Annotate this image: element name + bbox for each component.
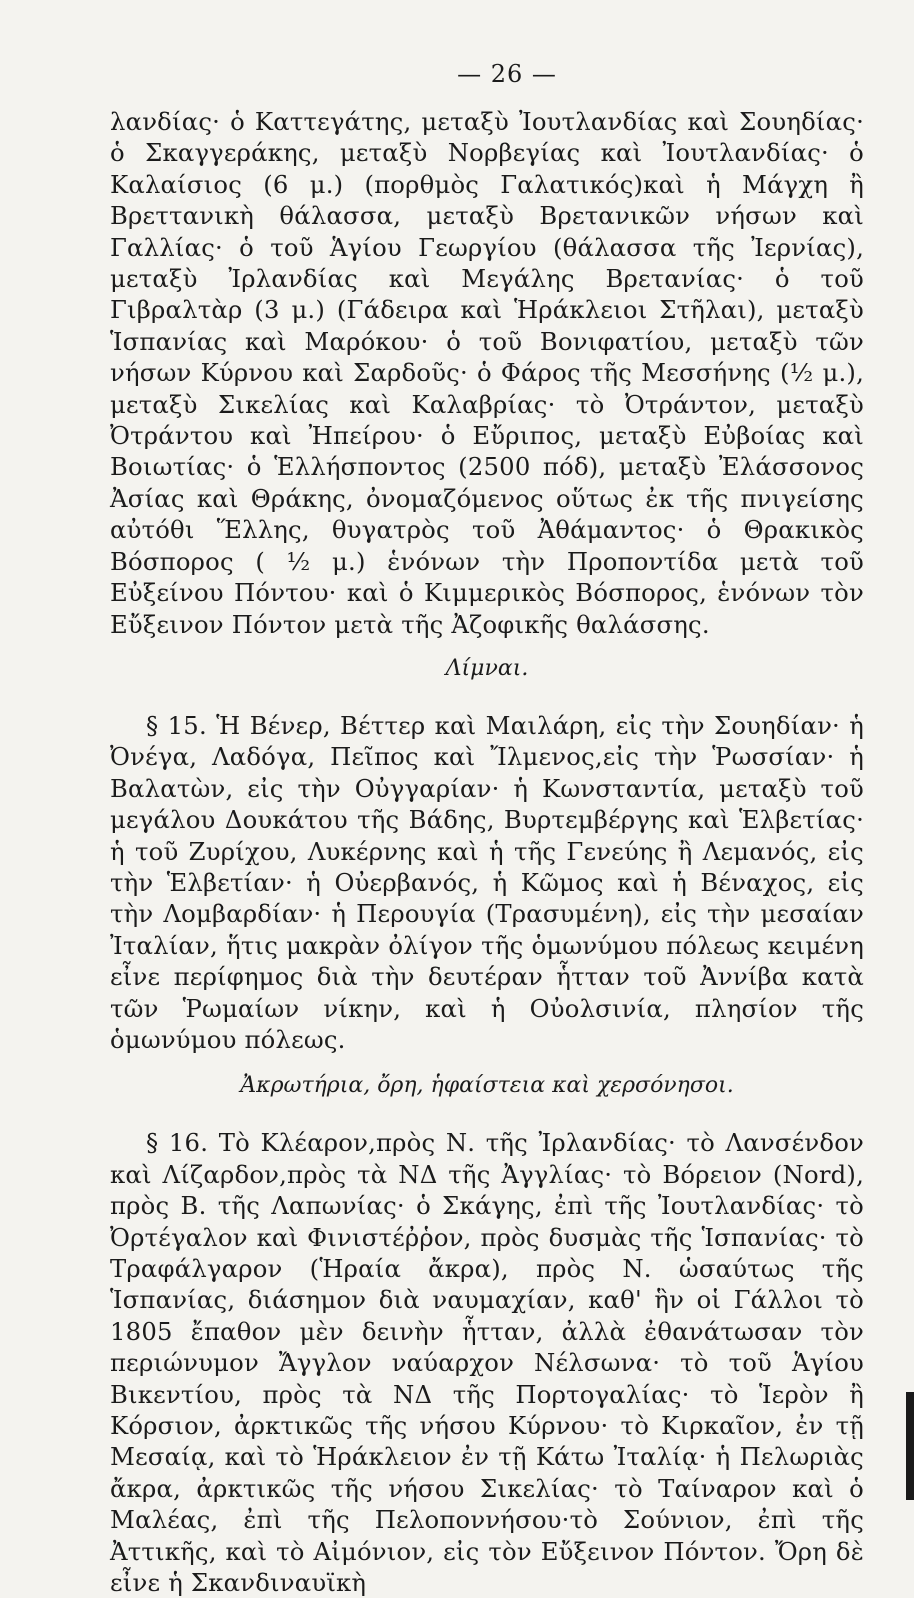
heading-lakes: Λίμναι. [445, 655, 529, 681]
binding-edge-mark [906, 1392, 914, 1500]
page-number: — 26 — [457, 60, 557, 88]
section-number-16: § 16. [146, 1128, 209, 1158]
paragraph-straits: λανδίας· ὁ Καττεγάτης, μεταξὺ Ἰουτλανδίας καὶ Σουηδίας· ὁ Σκαγγεράκης, μεταξὺ Νορβεγίας καὶ Ἰουτλανδίας· ὁ Καλαίσιος (6 μ.) (πορθμὸς Γαλατικός)καὶ ἡ Μάγχη ἢ Βρεττανικὴ θάλασσα, μεταξὺ Βρετανικῶν νήσων καὶ Γαλλίας· ὁ τοῦ Ἁγίου Γεωργίου (θάλασσα τῆς Ἰερνίας), μεταξὺ Ἰρλανδίας καὶ Μεγάλης Βρετανίας· ὁ τοῦ Γιβραλτὰρ (3 μ.) (Γάδειρα καὶ Ἡράκλειοι Στῆλαι), μεταξὺ Ἱσπανίας καὶ Μαρόκου· ὁ τοῦ Βονιφατίου, μεταξὺ τῶν νήσων Κύρνου καὶ Σαρδοῦς· ὁ Φάρος τῆς Μεσσήνης (½ μ.), μεταξὺ Σικελίας καὶ Καλαβρίας· τὸ Ὀτράντον, μεταξὺ Ὀτράντου καὶ Ἠπείρου· ὁ Εὔριπος, μεταξὺ Εὐβοίας καὶ Βοιωτίας· ὁ Ἑλλήσποντος (2500 πόδ), μεταξὺ Ἐλάσσονος Ἀσίας καὶ Θράκης, ὀνομαζόμενος οὕτως ἐκ τῆς πνιγείσης αὐτόθι Ἕλλης, θυγατρὸς τοῦ Ἀθάμαντος· ὁ Θρακικὸς Βόσπορος ( ½ μ.) ἑνόνων τὴν Προποντίδα μετὰ τοῦ Εὐξείνου Πόντου· καὶ ὁ Κιμμερικὸς Βόσπορος, ἑνόνων τὸν Εὔξεινον Πόντον μετὰ τῆς Ἀζοφικῆς θαλάσσης. [110, 107, 864, 639]
paragraph-lakes [110, 710, 864, 1055]
section-number-15: § 15. [146, 710, 207, 740]
heading-capes-mountains: Ἀκρωτήρια, ὄρη, ἡφαίστεια καὶ χερσόνησοι. [240, 1073, 734, 1099]
paragraph-lakes-text: Ἡ Βένερ, Βέττερ καὶ Μαιλάρη, εἰς τὴν Σουηδίαν· ἡ Ὀνέγα, Λαδόγα, Πεῖπος καὶ Ἴλμενος,εἰς τὴν Ῥωσσίαν· ἡ Βαλατὼν, εἰς τὴν Οὐγγαρίαν· ἡ Κωνσταντία, μεταξὺ τοῦ μεγάλου Δουκάτου τῆς Βάδης, Βυρτεμβέργης καὶ Ἑλβετίας· ἡ τοῦ Ζυρίχου, Λυκέρνης καὶ ἡ τῆς Γενεύης ἢ Λεμανός, εἰς τὴν Ἑλβετίαν· ἡ Οὐερβανός, ἡ Κῶμος καὶ ἡ Βέναχος, εἰς τὴν Λομβαρδίαν· ἡ Περουγία (Τρασυμένη), εἰς τὴν μεσαίαν Ἰταλίαν, ἥτις μακρὰν ὀλίγον τῆς ὁμωνύμου πόλεως κειμένη εἶνε περίφημος διὰ τὴν δευτέραν ἧτταν τοῦ Ἀννίβα κατὰ τῶν Ῥωμαίων νίκην, καὶ ἡ Οὐολσινία, πλησίον τῆς ὁμωνύμου πόλεως. [110, 710, 864, 1054]
paragraph-capes-text: Τὸ Κλέαρον,πρὸς Ν. τῆς Ἰρλανδίας· τὸ Λανσένδον καὶ Λίζαρδον,πρὸς τὰ ΝΔ τῆς Ἀγγλίας· τὸ Βόρειον (Nord), πρὸς Β. τῆς Λαπωνίας· ὁ Σκάγης, ἐπὶ τῆς Ἰουτλανδίας· τὸ Ὀρτέγαλον καὶ Φινιστέῤῥον, πρὸς δυσμὰς τῆς Ἱσπανίας· τὸ Τραφάλγαρον (Ἡραία ἄκρα), πρὸς Ν. ὡσαύτως τῆς Ἱσπανίας, διάσημον διὰ ναυμαχίαν, καθ' ἣν οἱ Γάλλοι τὸ 1805 ἔπαθον μὲν δεινὴν ἧτταν, ἀλλὰ ἐθανάτωσαν τὸν περιώνυμον Ἄγγλον ναύαρχον Νέλσωνα· τὸ τοῦ Ἁγίου Βικεντίου, πρὸς τὰ ΝΔ τῆς Πορτογαλίας· τὸ Ἱερὸν ἢ Κόρσιον, ἀρκτικῶς τῆς νήσου Κύρνου· τὸ Κιρκαῖον, ἐν τῇ Μεσαίᾳ, καὶ τὸ Ἡράκλειον ἐν τῇ Κάτω Ἰταλίᾳ· ἡ Πελωριὰς ἄκρα, ἀρκτικῶς τῆς νήσου Σικελίας· τὸ Ταίναρον καὶ ὁ Μαλέας, ἐπὶ τῆς Πελοποννήσου·τὸ Σούνιον, ἐπὶ τῆς Ἀττικῆς, καὶ τὸ Αἰμόνιον, εἰς τὸν Εὔξεινον Πόντον. Ὄρη δὲ εἶνε ἡ Σκανδιναυϊκὴ [110, 1128, 864, 1598]
paragraph-capes [110, 1127, 864, 1598]
